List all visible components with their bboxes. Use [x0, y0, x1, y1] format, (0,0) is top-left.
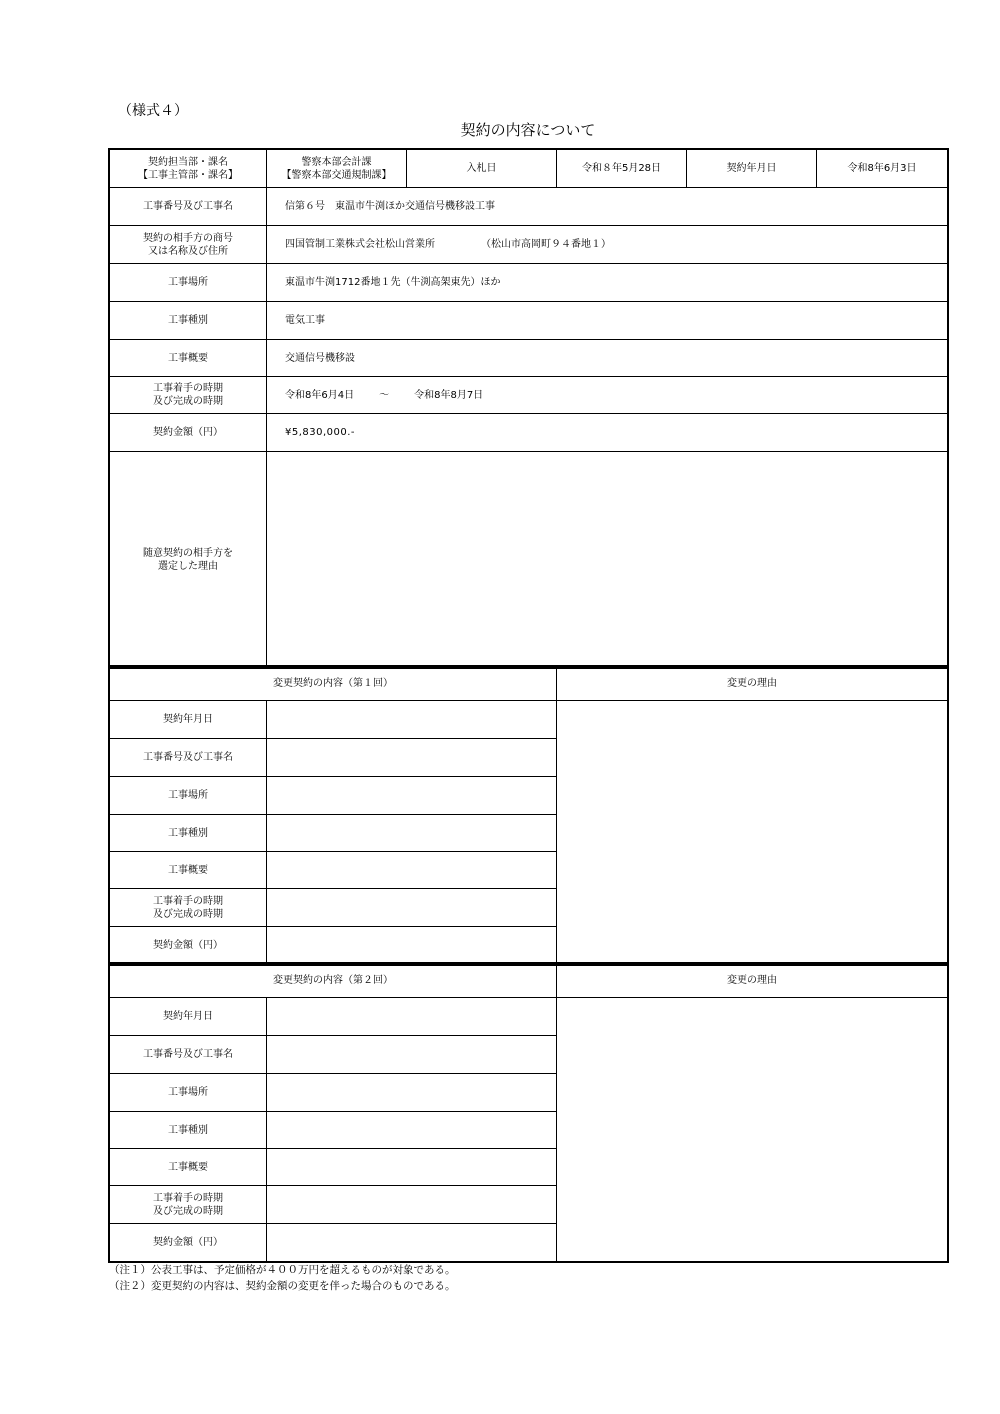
period-start: 令和8年6月4日 — [285, 389, 355, 401]
amount-row — [110, 414, 948, 452]
partner-value — [267, 226, 948, 264]
reason-row — [110, 452, 948, 668]
change1-type-value — [267, 815, 557, 852]
summary-label: 工事概要 — [110, 340, 267, 377]
change1-reason-value — [557, 701, 948, 965]
document-title: 契約の内容について — [460, 121, 596, 139]
type-label: 工事種別 — [110, 302, 267, 340]
change-table-2 — [109, 963, 948, 1262]
form-number: （様式４） — [118, 103, 188, 119]
change-table-1 — [109, 666, 948, 965]
change1-contract-date-value — [267, 701, 557, 739]
change1-work-name-label: 工事番号及び工事名 — [110, 739, 267, 777]
change1-summary-value — [267, 852, 557, 889]
change1-contract-date-label: 契約年月日 — [110, 701, 267, 739]
change2-header-row — [110, 964, 948, 998]
change2-work-name-value — [267, 1036, 557, 1074]
change1-amount-label: 契約金額（円） — [110, 927, 267, 965]
contract-date-value: 令和8年6月3日 — [817, 150, 948, 188]
partner-name: 四国管制工業株式会社松山営業所 — [285, 239, 435, 250]
change2-type-value — [267, 1112, 557, 1149]
change2-work-name-label: 工事番号及び工事名 — [110, 1036, 267, 1074]
summary-value: 交通信号機移設 — [267, 340, 948, 377]
change1-header-row — [110, 667, 948, 701]
note-1: （注１）公表工事は、予定価格が４００万円を超えるものが対象である。 — [109, 1264, 456, 1276]
change2-summary-value — [267, 1149, 557, 1186]
change1-period-label: 工事着手の時期 及び完成の時期 — [110, 889, 267, 927]
period-value — [267, 377, 948, 414]
change2-reason-header: 変更の理由 — [557, 964, 948, 998]
location-row — [110, 264, 948, 302]
bid-date-label: 入札日 — [407, 150, 557, 188]
partner-row — [110, 226, 948, 264]
notes — [109, 1262, 456, 1294]
reason-value — [267, 452, 948, 668]
dept-value: 警察本部会計課 【警察本部交通規制課】 — [267, 150, 407, 188]
change1-reason-header: 変更の理由 — [557, 667, 948, 701]
change1-header: 変更契約の内容（第１回） — [110, 667, 557, 701]
change1-period-value — [267, 889, 557, 927]
location-label: 工事場所 — [110, 264, 267, 302]
change2-contract-date-value — [267, 998, 557, 1036]
change1-location-value — [267, 777, 557, 815]
dept-label: 契約担当部・課名 【工事主管部・課名】 — [110, 150, 267, 188]
amount-label: 契約金額（円） — [110, 414, 267, 452]
change1-summary-label: 工事概要 — [110, 852, 267, 889]
amount-value: ¥5,830,000.- — [267, 414, 948, 452]
summary-row — [110, 340, 948, 377]
header-row — [110, 150, 948, 188]
partner-address: （松山市高岡町９４番地１） — [481, 239, 611, 250]
note-2: （注２）変更契約の内容は、契約金額の変更を伴った場合のものである。 — [109, 1280, 456, 1292]
change2-amount-label: 契約金額（円） — [110, 1224, 267, 1262]
work-name-row — [110, 188, 948, 226]
contract-date-label: 契約年月日 — [687, 150, 817, 188]
change2-amount-value — [267, 1224, 557, 1262]
period-row — [110, 377, 948, 414]
change1-amount-value — [267, 927, 557, 965]
type-value: 電気工事 — [267, 302, 948, 340]
change1-work-name-value — [267, 739, 557, 777]
change2-period-value — [267, 1186, 557, 1224]
reason-label: 随意契約の相手方を 選定した理由 — [110, 452, 267, 668]
change2-row — [110, 998, 948, 1036]
bid-date-value: 令和８年5月28日 — [557, 150, 687, 188]
change2-reason-value — [557, 998, 948, 1262]
change2-location-value — [267, 1074, 557, 1112]
contract-table — [109, 149, 948, 668]
work-name-label: 工事番号及び工事名 — [110, 188, 267, 226]
change1-type-label: 工事種別 — [110, 815, 267, 852]
period-end: 令和8年8月7日 — [414, 389, 484, 401]
change2-summary-label: 工事概要 — [110, 1149, 267, 1186]
change2-contract-date-label: 契約年月日 — [110, 998, 267, 1036]
location-value: 東温市牛渕1712番地１先（牛渕高架東先）ほか — [267, 264, 948, 302]
change2-location-label: 工事場所 — [110, 1074, 267, 1112]
work-name-value: 信第６号 東温市牛渕ほか交通信号機移設工事 — [267, 188, 948, 226]
change1-row — [110, 701, 948, 739]
type-row — [110, 302, 948, 340]
period-label: 工事着手の時期 及び完成の時期 — [110, 377, 267, 414]
change2-period-label: 工事着手の時期 及び完成の時期 — [110, 1186, 267, 1224]
change2-type-label: 工事種別 — [110, 1112, 267, 1149]
partner-label: 契約の相手方の商号 又は名称及び住所 — [110, 226, 267, 264]
period-tilde: ～ — [379, 389, 390, 401]
change2-header: 変更契約の内容（第２回） — [110, 964, 557, 998]
change1-location-label: 工事場所 — [110, 777, 267, 815]
